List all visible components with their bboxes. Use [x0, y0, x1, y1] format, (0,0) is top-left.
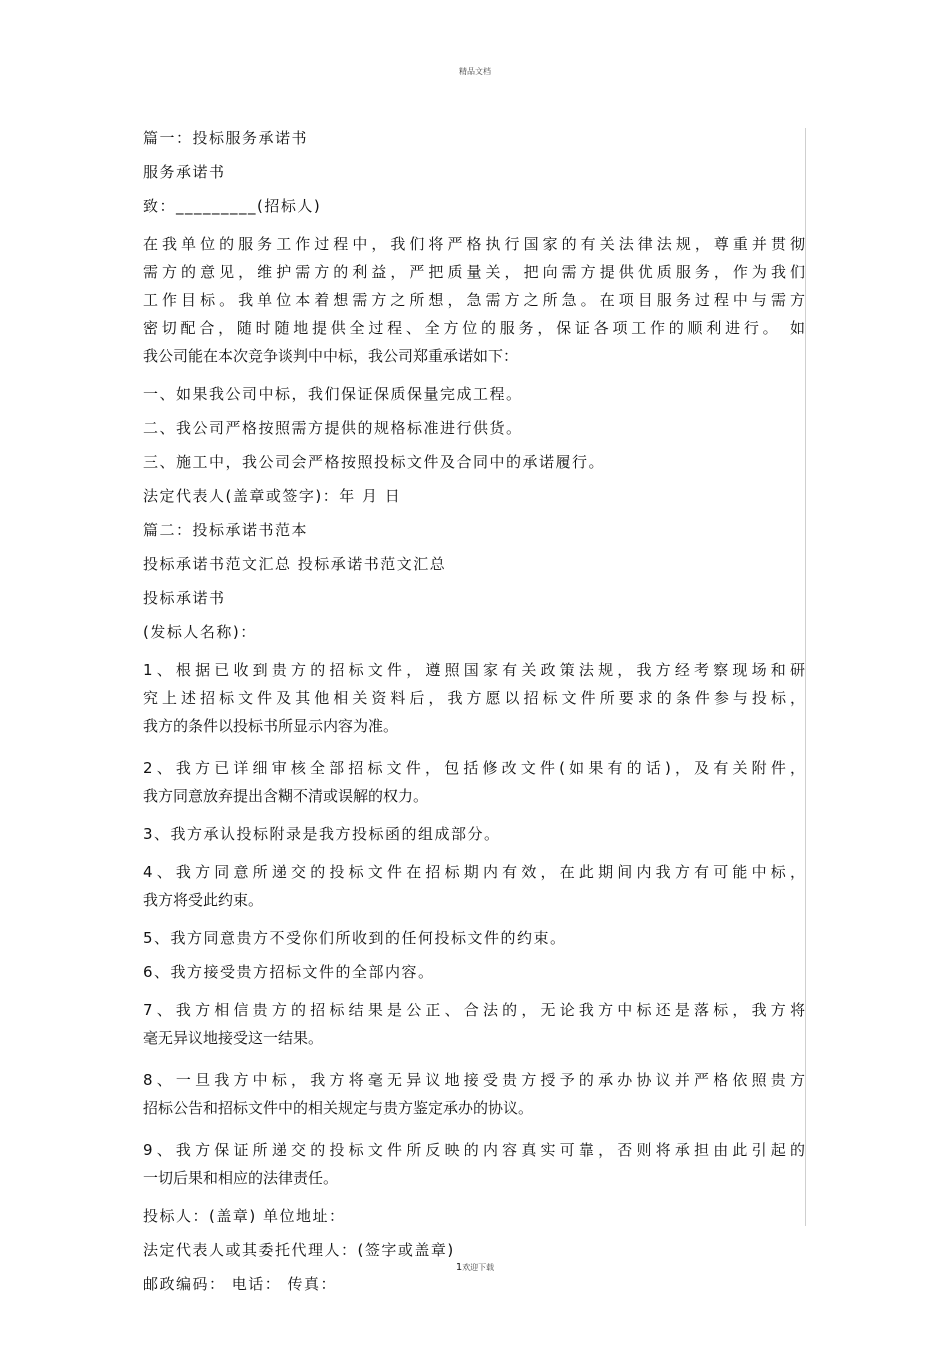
- commitment-item-3: 三、施工中，我公司会严格按照投标文件及合同中的承诺履行。: [143, 453, 606, 471]
- clause-3: 3、我方承认投标附录是我方投标函的组成部分。: [143, 825, 501, 843]
- page-footer: [0, 1262, 950, 1273]
- text-line: 需方的意见，维护需方的利益，严把质量关，把向需方提供优质服务，作为我们: [143, 263, 805, 281]
- document-body: [143, 128, 805, 1308]
- clause-6: 6、我方接受贵方招标文件的全部内容。: [143, 963, 435, 981]
- clause-9: [143, 1136, 805, 1192]
- clause-7: [143, 996, 805, 1052]
- bidder-line: 投标人：(盖章) 单位地址：: [143, 1207, 346, 1225]
- footer-text: 欢迎下载: [462, 1263, 495, 1272]
- section-title-1: 篇一：投标服务承诺书: [143, 129, 309, 147]
- subtitle-bid-commitment: 投标承诺书: [143, 589, 226, 607]
- clause-5: 5、我方同意贵方不受你们所收到的任何投标文件的约束。: [143, 929, 567, 947]
- text-line: 工作目标。我单位本着想需方之所想，急需方之所急。在项目服务过程中与需方: [143, 291, 805, 309]
- addressee-line: 致：_________(招标人): [143, 197, 322, 215]
- text-line: 一切后果和相应的法律责任。: [143, 1169, 339, 1187]
- commitment-item-1: 一、如果我公司中标，我们保证保质保量完成工程。: [143, 385, 523, 403]
- text-line: 2、我方已详细审核全部招标文件，包括修改文件(如果有的话)，及有关附件，: [143, 759, 805, 777]
- text-line: 我公司能在本次竞争谈判中中标，我公司郑重承诺如下：: [143, 347, 519, 365]
- text-line: 7、我方相信贵方的招标结果是公正、合法的，无论我方中标还是落标，我方将: [143, 1001, 805, 1019]
- commitment-item-2: 二、我公司严格按照需方提供的规格标准进行供货。: [143, 419, 523, 437]
- text-line: 毫无异议地接受这一结果。: [143, 1029, 324, 1047]
- clause-4: [143, 858, 805, 914]
- text-line: 我方将受此约束。: [143, 891, 264, 909]
- text-line: 4、我方同意所递交的投标文件在招标期内有效，在此期间内我方有可能中标，: [143, 863, 805, 881]
- contact-line: 邮政编码： 电话： 传真：: [143, 1275, 338, 1293]
- text-line: 在我单位的服务工作过程中，我们将严格执行国家的有关法律法规，尊重并贯彻: [143, 235, 805, 253]
- page-number: 1: [455, 1262, 463, 1273]
- text-line: 8、一旦我方中标，我方将毫无异议地接受贵方授予的承办协议并严格依照贵方: [143, 1071, 805, 1089]
- issuer-name-line: (发标人名称)：: [143, 623, 257, 641]
- clause-1: [143, 656, 805, 740]
- subtitle-service-commitment: 服务承诺书: [143, 163, 226, 181]
- page-header: 精品文档: [459, 67, 491, 76]
- signature-line-1: 法定代表人(盖章或签字)：年 月 日: [143, 487, 402, 505]
- text-line: 我方同意放弃提出含糊不清或误解的权力。: [143, 787, 429, 805]
- text-line: 究上述招标文件及其他相关资料后，我方愿以招标文件所要求的条件参与投标，: [143, 689, 805, 707]
- subtitle-summary: 投标承诺书范文汇总 投标承诺书范文汇总: [143, 555, 447, 573]
- representative-line: 法定代表人或其委托代理人：(签字或盖章): [143, 1241, 455, 1259]
- text-line: 我方的条件以投标书所显示内容为准。: [143, 717, 399, 735]
- clause-2: [143, 754, 805, 810]
- section-title-2: 篇二：投标承诺书范本: [143, 521, 309, 539]
- text-line: 招标公告和招标文件中的相关规定与贵方鉴定承办的协议。: [143, 1099, 534, 1117]
- intro-paragraph: [143, 230, 805, 370]
- text-line: 密切配合，随时随地提供全过程、全方位的服务，保证各项工作的顺利进行。 如: [143, 319, 805, 337]
- margin-rule: [805, 128, 806, 1226]
- clause-8: [143, 1066, 805, 1122]
- text-line: 1、根据已收到贵方的招标文件，遵照国家有关政策法规，我方经考察现场和研: [143, 661, 805, 679]
- text-line: 9、我方保证所递交的投标文件所反映的内容真实可靠，否则将承担由此引起的: [143, 1141, 805, 1159]
